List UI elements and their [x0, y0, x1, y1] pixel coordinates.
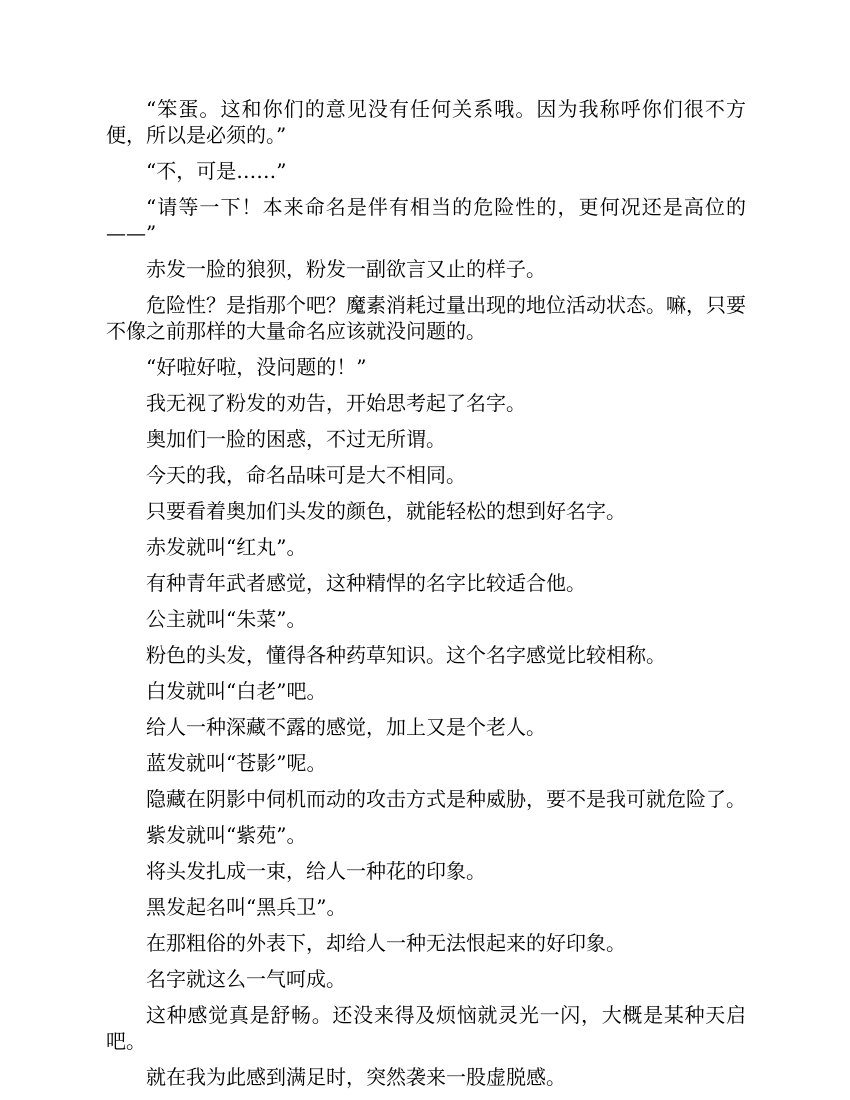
paragraph: “请等一下！本来命名是伴有相当的危险性的，更何况还是高位的——” — [106, 195, 746, 245]
paragraph: “不，可是……” — [146, 159, 287, 183]
paragraph: 只要看着奥加们头发的颜色，就能轻松的想到好名字。 — [146, 499, 626, 523]
paragraph: 将头发扎成一束，给人一种花的印象。 — [146, 859, 486, 883]
document-body — [106, 96, 746, 1100]
paragraph: “好啦好啦，没问题的！” — [146, 355, 367, 379]
paragraph: 白发就叫“白老”吧。 — [146, 679, 327, 703]
paragraph: 紫发就叫“紫苑”。 — [146, 823, 307, 847]
paragraph: 粉色的头发，懂得各种药草知识。这个名字感觉比较相称。 — [146, 643, 666, 667]
paragraph: 就在我为此感到满足时，突然袭来一股虚脱感。 — [146, 1065, 566, 1089]
paragraph: 赤发就叫“红丸”。 — [146, 535, 307, 559]
paragraph: 蓝发就叫“苍影”呢。 — [146, 751, 327, 775]
paragraph: 赤发一脸的狼狈，粉发一副欲言又止的样子。 — [146, 257, 546, 281]
paragraph: 危险性？是指那个吧？魔素消耗过量出现的地位活动状态。嘛，只要不像之前那样的大量命名应该就没问题的。 — [106, 293, 746, 343]
paragraph: 黑发起名叫“黑兵卫”。 — [146, 895, 347, 919]
paragraph: 隐藏在阴影中伺机而动的攻击方式是种威胁，要不是我可就危险了。 — [146, 787, 746, 811]
paragraph: 我无视了粉发的劝告，开始思考起了名字。 — [146, 391, 526, 415]
paragraph: 这种感觉真是舒畅。还没来得及烦恼就灵光一闪，大概是某种天启吧。 — [106, 1003, 746, 1053]
paragraph: 在那粗俗的外表下，却给人一种无法恨起来的好印象。 — [146, 931, 626, 955]
paragraph: 给人一种深藏不露的感觉，加上又是个老人。 — [146, 715, 546, 739]
paragraph: 公主就叫“朱菜”。 — [146, 607, 307, 631]
paragraph: “笨蛋。这和你们的意见没有任何关系哦。因为我称呼你们很不方便，所以是必须的。” — [106, 97, 746, 147]
paragraph: 奥加们一脸的困惑，不过无所谓。 — [146, 427, 446, 451]
paragraph: 有种青年武者感觉，这种精悍的名字比较适合他。 — [146, 571, 586, 595]
paragraph: 名字就这么一气呵成。 — [146, 967, 346, 991]
paragraph: 今天的我，命名品味可是大不相同。 — [146, 463, 466, 487]
